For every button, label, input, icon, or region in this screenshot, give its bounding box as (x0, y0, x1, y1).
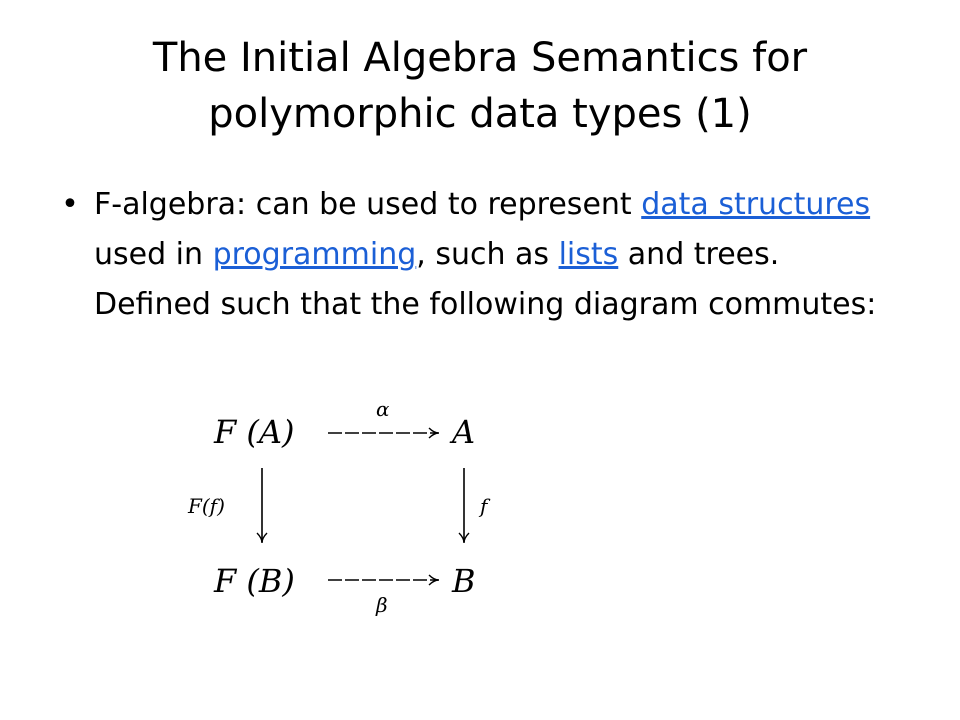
slide-title-line-2: polymorphic data types (1) (208, 91, 752, 137)
bullet-text-part-1: F-algebra: can be used to represent (94, 187, 642, 222)
top-arrow-label: α (376, 397, 390, 421)
node-bottom-right: B (452, 562, 476, 600)
node-top-right: A (452, 413, 476, 451)
slide-title (60, 30, 900, 142)
commutative-diagram (180, 388, 510, 628)
bullet-text-part-2: used in (94, 237, 213, 272)
node-bottom-left: F (B) (214, 562, 295, 600)
left-arrow-label: F(f) (188, 494, 225, 518)
right-arrow-label: f (480, 494, 488, 518)
bullet-list (60, 180, 900, 330)
bullet-marker: • (61, 187, 79, 222)
bullet-text-part-3: , such as (416, 237, 559, 272)
link-data-structures[interactable]: data structures (641, 187, 871, 222)
slide-title-line-1: The Initial Algebra Semantics for (152, 35, 808, 81)
bottom-arrow-label: β (376, 593, 388, 617)
bullet-item (60, 180, 900, 330)
node-top-left: F (A) (214, 413, 295, 451)
bullet-text-part-4: and trees. Defined such that the following diagram commutes: (94, 237, 877, 322)
link-lists[interactable]: lists (558, 237, 619, 272)
link-programming[interactable]: programming (212, 237, 417, 272)
